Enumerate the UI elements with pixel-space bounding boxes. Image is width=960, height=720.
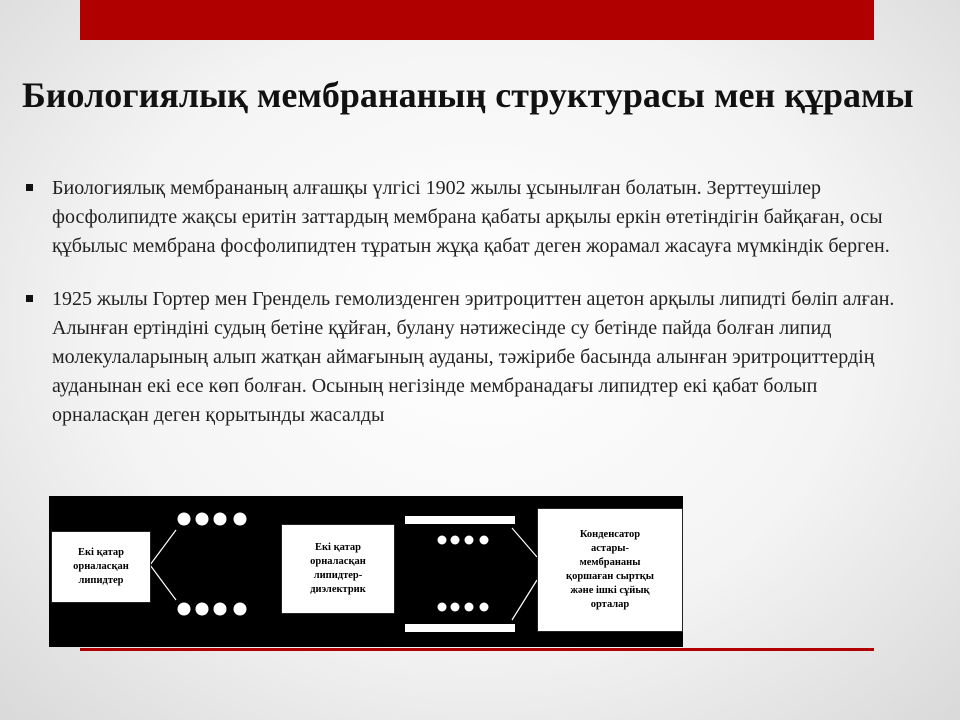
lipid-head xyxy=(214,603,227,616)
lipid-head xyxy=(438,603,447,612)
slide-title: Биологиялық мембрананың структурасы мен құрамы xyxy=(22,75,914,115)
lipid-head xyxy=(178,603,191,616)
lipid-head xyxy=(234,603,247,616)
diagram-label-text: Екі қатар орналасқан липидтер xyxy=(73,547,129,586)
lipid-head xyxy=(465,603,474,612)
lipid-head xyxy=(480,603,489,612)
diagram-label-lipid-bilayer xyxy=(51,531,151,603)
capacitor-plate-bottom xyxy=(405,624,515,632)
lipid-head xyxy=(480,536,489,545)
lipid-head xyxy=(451,603,460,612)
diagram-label-text: Екі қатар орналасқан липидтер- диэлектрик xyxy=(310,542,366,595)
lipid-head xyxy=(451,536,460,545)
diagram-label-capacitor-plates xyxy=(537,508,683,632)
lipid-head xyxy=(196,603,209,616)
diagram-label-dielectric xyxy=(281,524,395,614)
diagram-label-text: Конденсатор астары- мембрананы қоршаған сыртқы және ішкі сұйық орталар xyxy=(566,529,654,610)
capacitor-plate-top xyxy=(405,516,515,524)
lipid-head xyxy=(178,513,191,526)
lipid-head xyxy=(465,536,474,545)
lipid-head xyxy=(234,513,247,526)
bullet-text: Биологиялық мембрананың алғашқы үлгісі 1902 жылы ұсынылған болатын. Зерттеушілер фосфолипидте жақсы еритін заттардың мембрана қабаты арқылы еркін өтетіндігін байқаған, осы құбылыс мембрана фосфолипидтен тұратын жұқа қабат деген жорамал жасауға мүмкіндік берген. xyxy=(52,177,890,257)
lipid-head xyxy=(196,513,209,526)
lipid-head xyxy=(438,536,447,545)
bottom-accent-line xyxy=(80,648,874,651)
bullet-text: 1925 жылы Гортер мен Грендель гемолизденген эритроциттен ацетон арқылы липидті бөліп алған. Алынған ертіндіні судың бетіне құйған, булану нәтижесінде су бетінде пайда болған липид молекулаларының алып жатқан аймағының ауданы, тәжірибе басында алынған эритроциттердің ауданынан екі есе көп болған. Осының негізінде мембранадағы липидтер екі қабат болып орналасқан деген қорытынды жасалды xyxy=(52,288,895,426)
lipid-head xyxy=(214,513,227,526)
